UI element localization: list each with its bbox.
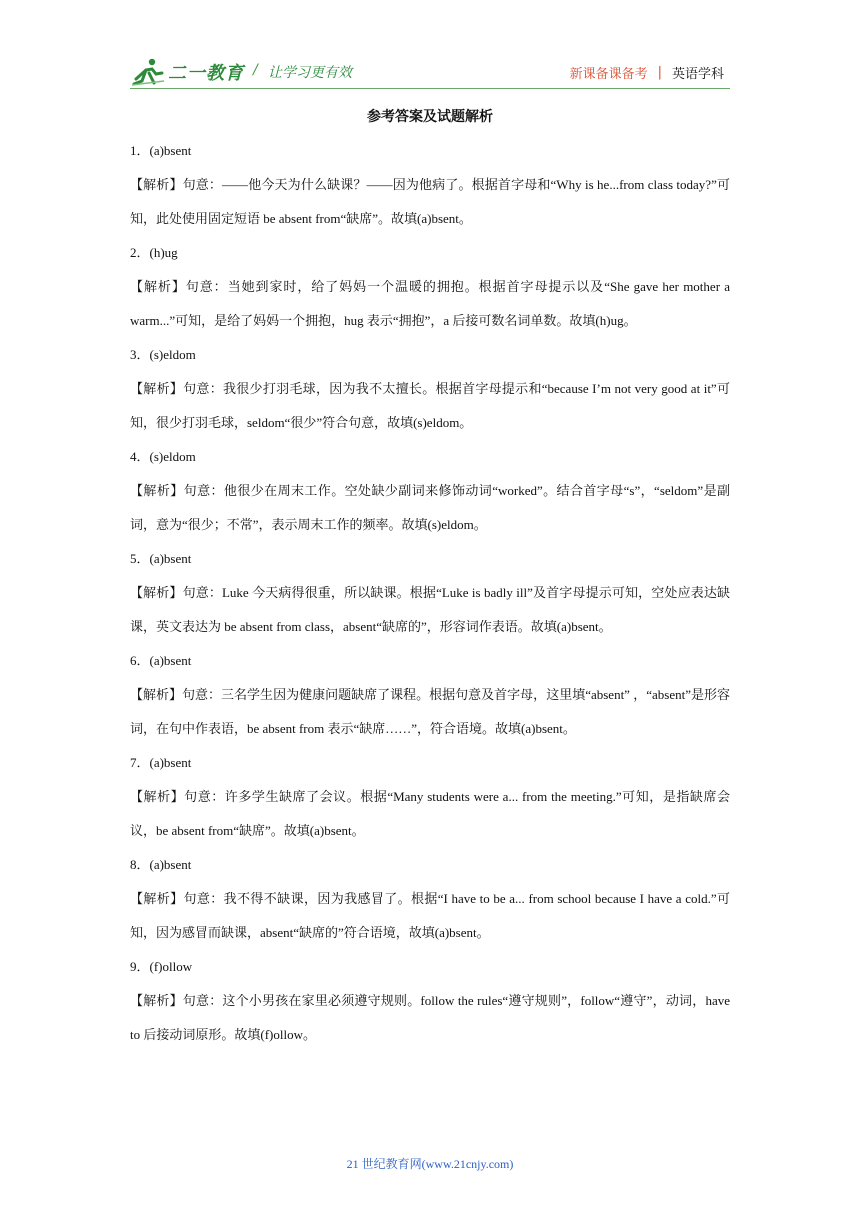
page-header xyxy=(130,56,730,90)
answer-line: 1．(a)bsent xyxy=(130,143,192,158)
explanation: 【解析】句意：许多学生缺席了会议。根据“Many students were a... from the meeting.”可知，是指缺席会议，be absent from“缺席”。故填(a)bsent。 xyxy=(130,789,730,838)
answer-line: 5．(a)bsent xyxy=(130,551,192,566)
answer-item xyxy=(130,746,730,848)
answer-line: 6．(a)bsent xyxy=(130,653,192,668)
answer-line: 7．(a)bsent xyxy=(130,755,192,770)
explanation: 【解析】句意：当她到家时，给了妈妈一个温暖的拥抱。根据首字母提示以及“She gave her mother a warm...”可知，是给了妈妈一个拥抱，hug 表示“拥抱”，a 后接可数名词单数。故填(h)ug。 xyxy=(130,279,730,328)
explanation: 【解析】句意：Luke 今天病得很重，所以缺课。根据“Luke is badly ill”及首字母提示可知，空处应表达缺课，英文表达为 be absent from class，absent“缺席的”，形容词作表语。故填(a)bsent。 xyxy=(130,585,730,634)
explanation: 【解析】句意：我不得不缺课，因为我感冒了。根据“I have to be a... from school because I have a cold.”可知，因为感冒而缺课，absent“缺席的”符合语境，故填(a)bsent。 xyxy=(130,891,730,940)
explanation: 【解析】句意：——他今天为什么缺课？——因为他病了。根据首字母和“Why is he...from class today?”可知，此处使用固定短语 be absent from“缺席”。故填(a)bsent。 xyxy=(130,177,730,226)
header-subject: 英语学科 xyxy=(671,67,724,82)
logo xyxy=(130,56,244,88)
answer-line: 4．(s)eldom xyxy=(130,449,196,464)
answer-line: 9．(f)ollow xyxy=(130,959,193,974)
answer-item xyxy=(130,950,730,1052)
explanation: 【解析】句意：我很少打羽毛球，因为我不太擅长。根据首字母提示和“because I’m not very good at it”可知，很少打羽毛球，seldom“很少”符合句意，故填(s)eldom。 xyxy=(130,381,730,430)
header-divider xyxy=(130,88,730,89)
explanation: 【解析】句意：这个小男孩在家里必须遵守规则。follow the rules“遵守规则”，follow“遵守”，动词，have to 后接动词原形。故填(f)ollow。 xyxy=(130,993,730,1042)
answer-item xyxy=(130,848,730,950)
answer-line: 8．(a)bsent xyxy=(130,857,192,872)
running-figure-icon xyxy=(130,57,166,87)
explanation: 【解析】句意：三名学生因为健康问题缺席了课程。根据句意及首字母，这里填“absent” ，“absent”是形容词，在句中作表语，be absent from 表示“缺席……”，符合语境。故填(a)bsent。 xyxy=(130,687,730,736)
answer-line: 2．(h)ug xyxy=(130,245,178,260)
answer-item xyxy=(130,644,730,746)
slogan-separator: / xyxy=(253,62,258,78)
header-course-label: 新课备课备考 xyxy=(569,67,648,82)
footer-link[interactable]: 21 世纪教育网(www.21cnjy.com) xyxy=(346,1157,514,1171)
answer-item xyxy=(130,542,730,644)
logo-text: 二一教育 xyxy=(168,63,244,84)
explanation: 【解析】句意：他很少在周末工作。空处缺少副词来修饰动词“worked”。结合首字母“s”，“seldom”是副词，意为“很少；不常”，表示周末工作的频率。故填(s)eldom。 xyxy=(130,483,730,532)
page-title: 参考答案及试题解析 xyxy=(367,109,493,125)
answer-line: 3．(s)eldom xyxy=(130,347,196,362)
answer-item xyxy=(130,338,730,440)
answer-item xyxy=(130,236,730,338)
answer-list xyxy=(130,134,730,1052)
header-separator: | xyxy=(657,65,662,80)
answer-item xyxy=(130,134,730,236)
slogan: 让学习更有效 xyxy=(268,65,352,81)
answer-item xyxy=(130,440,730,542)
header-right xyxy=(570,63,724,82)
